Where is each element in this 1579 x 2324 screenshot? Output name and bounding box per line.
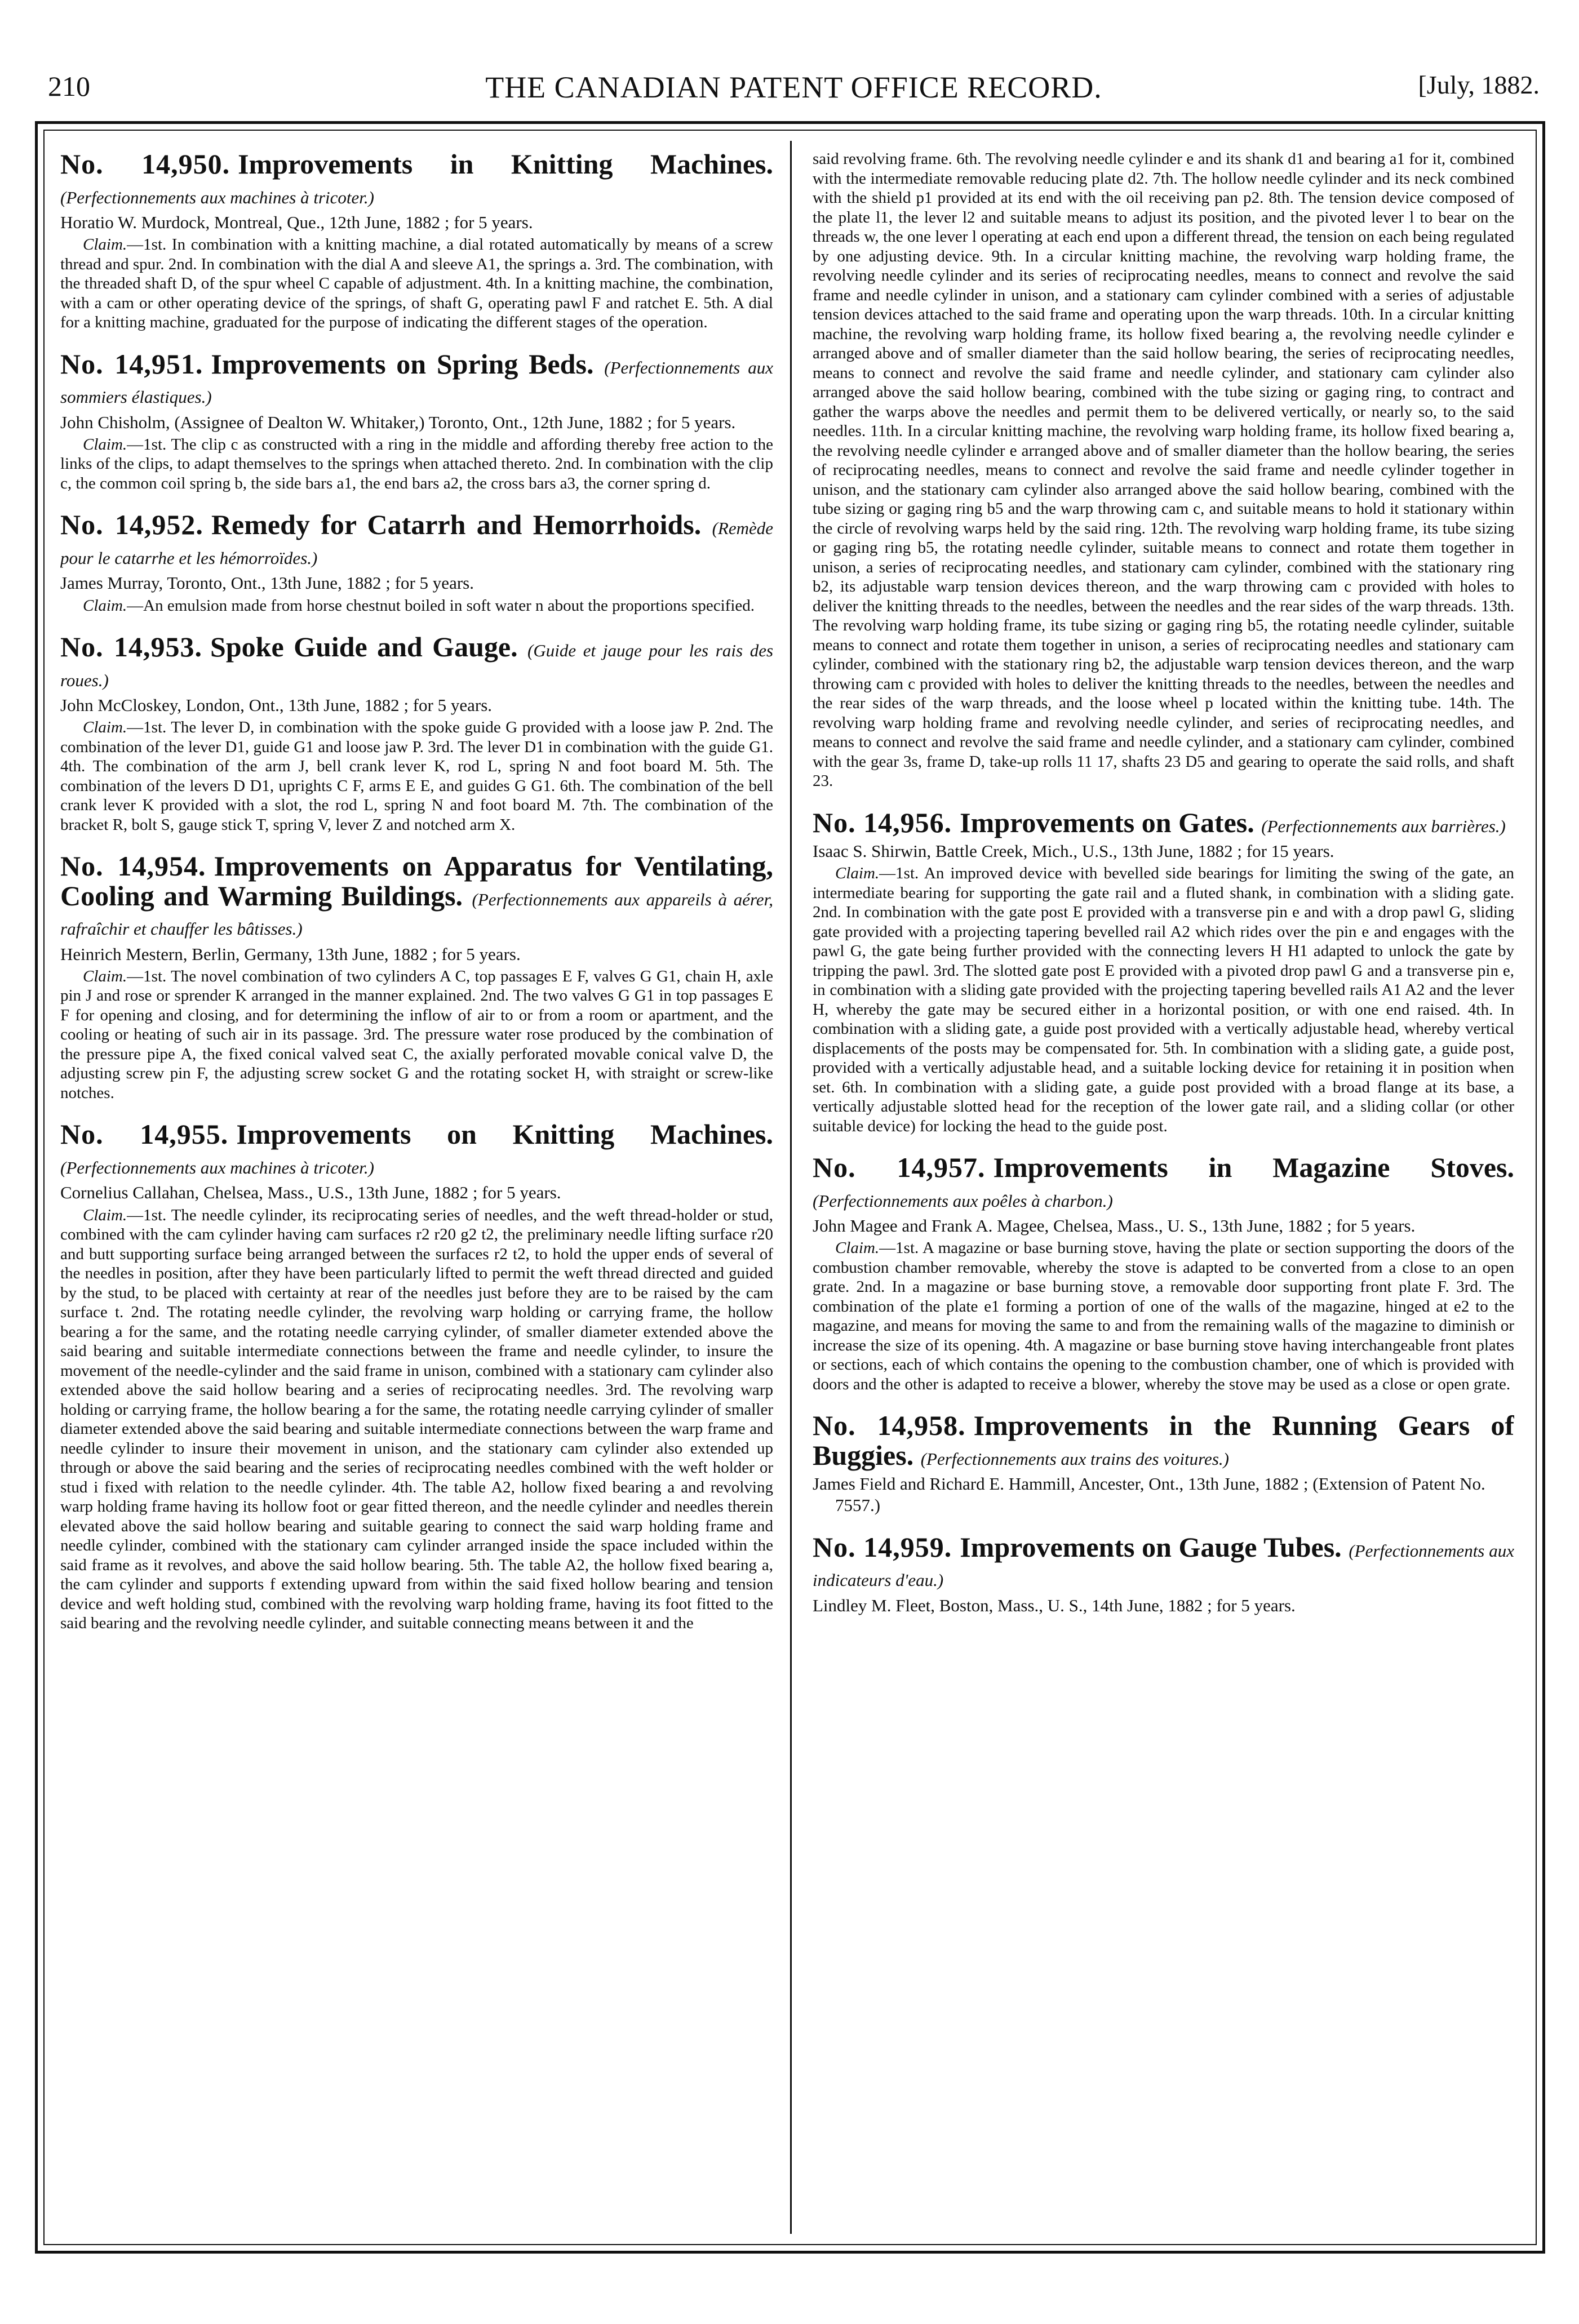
patent-number: No. 14,958. <box>813 1410 966 1442</box>
claim-text: —1st. The novel combination of two cylinders A C, top passages E F, valves G G1, chain H, axle pin J and rose or sprender K arranged in the manner explained. 2nd. The two valves G G1 in top passages E F for opening and closing, and for determining the inflow of air to or from a room or apartment, and the cooling or heating of such air in its passage. 3rd. The pressure water rose produced by the combination of the pressure pipe A, the fixed conical valved seat C, the axially perforated movable conical valve D, the adjusting screw pin F, the adjusting screw socket G and the rotating socket H, with straight or screw-like notches. <box>60 967 773 1102</box>
patent-heading <box>60 349 773 408</box>
patent-title: Improvements on Gates. <box>960 806 1254 838</box>
patent-inventor: Isaac S. Shirwin, Battle Creek, Mich., U.S., 13th June, 1882 ; for 15 years. <box>813 841 1334 861</box>
patent-inventor: John Magee and Frank A. Magee, Chelsea, Mass., U. S., 13th June, 1882 ; for 5 years. <box>813 1216 1416 1236</box>
patent-number: No. 14,955. <box>60 1118 229 1150</box>
publication-title: THE CANADIAN PATENT OFFICE RECORD. <box>485 70 1102 104</box>
patent-number: No. 14,954. <box>60 850 206 882</box>
left-column <box>60 149 773 2234</box>
patent-claim <box>813 1238 1514 1394</box>
claim-label: Claim. <box>835 1239 880 1257</box>
patent-inventor: James Field and Richard E. Hammill, Ancester, Ont., 13th June, 1882 ; (Extension of Patent No. 7557.) <box>813 1474 1485 1515</box>
patent-title: Improvements on Apparatus for Ventilating, Cooling and Warming Buildings. <box>60 850 773 912</box>
patent-french-title: (Perfectionnements aux trains des voitures.) <box>920 1448 1229 1469</box>
patent-heading <box>60 510 773 569</box>
patent-number: No. 14,953. <box>60 631 203 663</box>
patent-title: Improvements in Magazine Stoves. <box>993 1152 1514 1184</box>
patent-entry <box>60 510 773 615</box>
claim-label: Claim. <box>83 1206 127 1224</box>
claim-text: —1st. An improved device with bevelled side bearings for limiting the swing of the gate, an intermediate bearing for supporting the gate rail and a fluted shank, in combination with a sliding gate. 2nd. In combination with the gate post E provided with a transverse pin e and with a drop pawl G, sliding gate provided with a projecting tapering bevelled rail A2 which rides over the pin e and engages with the pawl G, the gate being further provided with the connecting levers H H1 adapted to unlock the gate by tripping the pawl. 3rd. The slotted gate post E provided with a pivoted drop pawl G and a transverse pin e, in combination with a sliding gate provided with the projecting tapering bevelled rails A1 A2 and the lever H, whereby the gate may be secured either in a horizontal position, or with one end raised. 4th. In combination with a sliding gate, a guide post provided with a vertically adjustable head, whereby vertical displacements of the posts may be compensated for. 5th. In combination with a sliding gate, a guide post, provided with a vertically adjustable head, and a suitable locking device for retaining it in position when set. 6th. In combination with a sliding gate, a guide post provided with a broad flange at its base, a vertically adjustable slotted head for the reception of the lower gate rail, and a sliding collar (or other suitable device) for locking the head to the guide post. <box>813 864 1514 1135</box>
continued-claim-text: said revolving frame. 6th. The revolving needle cylinder e and its shank d1 and bearing a1 for it, combined with the intermediate removable reducing plate d2. 7th. The hollow needle cylinder and its neck combined with the shield p1 provided at its end with the oil receiving pan p2. 8th. The tension device composed of the plate l1, the lever l2 and suitable means to adjust its position, and the pivoted lever l to bear on the threads w, the one lever l operating at each end upon a different thread, the tension on each being regulated by one adjusting device. 9th. In a circular knitting machine, the revolving warp holding frame, the revolving needle cylinder and its series of reciprocating needles, means to connect and revolve the said frame and needle cylinder in unison, and a stationary cam cylinder combined with a series of adjustable tension devices attached to the said frame and operating upon the warp threads. 10th. In a circular knitting machine, the revolving warp holding frame, its hollow fixed bearing a, the revolving needle cylinder e arranged above and of smaller diameter than the said hollow bearing, the series of reciprocating needles, means to connect and revolve the said frame and needle cylinder, and stationary cam cylinder also arranged above the said hollow bearing, combined with the tube sizing or gaging ring, to contract and gather the warps above the needles and permit them to be delivered vertically, or nearly so, to the said needles. 11th. In a circular knitting machine, the revolving warp holding frame, its hollow fixed bearing a, the revolving needle cylinder e arranged above and of smaller diameter than the hollow bearing, the series of reciprocating needles, means to connect and revolve the said frame and needle cylinder together in unison, and the stationary cam cylinder also arranged above the said hollow bearing, combined with the tube sizing or gaging ring b5 and the warp throwing cam c, and suitable means to hold it stationary within the circle of revolving warps held by the said ring. 12th. The revolving warp holding frame, its tube sizing or gaging ring b5, the rotating needle cylinder, suitable means to connect and rotate them together in unison, a series of reciprocating needles, and stationary cam cylinder, combined with the stationary ring b2, its adjustable warp tension devices thereon, and the warp throwing cam c provided with holes to deliver the knitting threads to the needles, between the needles and the rear sides of the warp threads. 13th. The revolving warp holding frame, its tube sizing or gaging ring b5, the rotating needle cylinder, suitable means to connect and rotate them together in unison, a series of reciprocating needles and stationary cam cylinder, combined with the stationary ring b2, the adjustable warp tension devices thereon, and the warp throwing cam c provided with holes to deliver the knitting threads to the needles, between the needles and the rear sides of the warp threads, and the loose wheel p located within the knitting tube. 14th. The revolving warp holding frame and revolving needle cylinder, and series of reciprocating needles, and means to connect and revolve the said frame and needle cylinder, and a stationary cam cylinder, combined with the gear 3s, frame D, take-up rolls 11 17, shafts 23 D5 and gearing to operate the said rolls, and shaft 23. <box>813 150 1514 790</box>
patent-heading <box>60 1119 773 1179</box>
patent-claim <box>60 435 773 494</box>
patent-french-title: (Perfectionnements aux machines à tricoter.) <box>60 1157 374 1177</box>
patent-heading <box>813 1153 1514 1212</box>
page-number: 210 <box>48 70 90 102</box>
patent-french-title: (Perfectionnements aux poêles à charbon.) <box>813 1190 1113 1211</box>
page-frame <box>35 121 1545 2254</box>
patent-entry <box>60 349 773 494</box>
claim-label: Claim. <box>83 596 127 615</box>
patent-claim <box>60 718 773 834</box>
patent-entry <box>813 1153 1514 1394</box>
patent-french-title: (Perfectionnements aux indicateurs d'eau.) <box>813 1540 1514 1590</box>
patent-number: No. 14,959. <box>813 1531 952 1563</box>
patent-claim <box>60 596 773 616</box>
patent-heading <box>813 1411 1514 1470</box>
patent-title: Remedy for Catarrh and Hemorrhoids. <box>211 509 702 541</box>
patent-inventor: Lindley M. Fleet, Boston, Mass., U. S., 14th June, 1882 ; for 5 years. <box>813 1595 1296 1615</box>
claim-text: —1st. The clip c as constructed with a ring in the middle and affording thereby free action to the links of the clips, to adapt themselves to the springs when attached thereto. 2nd. In combination with the clip c, the common coil spring b, the side bars a1, the end bars a2, the cross bars a3, the corner spring d. <box>60 435 773 492</box>
patent-claim <box>813 864 1514 1136</box>
patent-title: Spoke Guide and Gauge. <box>210 631 518 663</box>
right-column <box>813 149 1514 2234</box>
claim-text: —1st. In combination with a knitting machine, a dial rotated automatically by means of a screw thread and spur. 2nd. In combination with the dial A and sleeve A1, the springs a. 3rd. The combination, with the threaded shaft D, of the spur wheel C capable of adjustment. 4th. In a knitting machine, the combination, with a cam or other operating device of the springs, of shaft G, operating pawl F and ratchet E. 5th. A dial for a knitting machine, graduated for the purpose of indicating the different stages of the operation. <box>60 235 773 332</box>
claim-label: Claim. <box>83 718 127 737</box>
patent-heading <box>60 149 773 208</box>
patent-inventor: Horatio W. Murdock, Montreal, Que., 12th June, 1882 ; for 5 years. <box>60 212 533 232</box>
patent-number: No. 14,957. <box>813 1152 986 1184</box>
patent-inventor: John Chisholm, (Assignee of Dealton W. Whitaker,) Toronto, Ont., 12th June, 1882 ; for 5 years. <box>60 412 736 432</box>
patent-french-title: (Guide et jauge pour les rais des roues.) <box>60 641 773 690</box>
patent-heading <box>813 1532 1514 1592</box>
patent-inventor: Heinrich Mestern, Berlin, Germany, 13th June, 1882 ; for 5 years. <box>60 944 521 964</box>
patent-claim <box>60 235 773 332</box>
patent-french-title: (Perfectionnements aux barrières.) <box>1261 816 1506 836</box>
patent-french-title: (Perfectionnements aux sommiers élastiques.) <box>60 357 773 407</box>
patent-claim <box>60 1206 773 1633</box>
patent-entry <box>60 851 773 1103</box>
patent-title: Improvements in Knitting Machines. <box>238 149 773 180</box>
patent-title: Improvements on Gauge Tubes. <box>960 1531 1342 1563</box>
patent-entry <box>60 1119 773 1633</box>
patent-number: No. 14,952. <box>60 509 203 541</box>
patent-inventor: James Murray, Toronto, Ont., 13th June, 1882 ; for 5 years. <box>60 573 474 593</box>
claim-label: Claim. <box>835 864 880 883</box>
patent-number: No. 14,950. <box>60 149 230 180</box>
patent-inventor: John McCloskey, London, Ont., 13th June, 1882 ; for 5 years. <box>60 695 493 716</box>
page-header <box>48 66 1540 112</box>
patent-claim <box>60 967 773 1103</box>
patent-title: Improvements in the Running Gears of Buggies. <box>813 1410 1514 1471</box>
patent-entry <box>813 1532 1514 1616</box>
patent-french-title: (Remède pour le catarrhe et les hémorroïdes.) <box>60 518 773 568</box>
claim-label: Claim. <box>83 435 127 454</box>
patent-entry <box>60 149 773 332</box>
claim-label: Claim. <box>83 967 127 985</box>
claim-text: —1st. The lever D, in combination with the spoke guide G provided with a loose jaw P. 2nd. The combination of the lever D1, guide G1 and loose jaw P. 3rd. The lever D1 in combination with the guide G1. 4th. The combination of the arm J, bell crank lever K, rod L, spring N and foot board M. 5th. The combination of the levers D D1, uprights C F, arms E E, and guides G G1. 6th. The combination of the bell crank lever K provided with a slot, the rod L, spring N and foot board M. 7th. The combination of the bracket R, bolt S, gauge stick T, spring V, lever Z and notched arm X. <box>60 718 773 834</box>
patent-title: Improvements on Spring Beds. <box>211 348 594 380</box>
issue-date: [July, 1882. <box>1418 70 1540 99</box>
patent-french-title: (Perfectionnements aux machines à tricoter.) <box>60 187 374 207</box>
patent-number: No. 14,956. <box>813 806 952 838</box>
patent-entry <box>813 1411 1514 1515</box>
claim-text: —An emulsion made from horse chestnut boiled in soft water n about the proportions specified. <box>127 596 755 615</box>
claim-label: Claim. <box>83 235 127 254</box>
patent-number: No. 14,951. <box>60 348 203 380</box>
claim-text: —1st. A magazine or base burning stove, having the plate or section supporting the doors of the combustion chamber removable, whereby the stove is adapted to be converted from a close to an open grate. 2nd. In a magazine or base burning stove, a removable door supporting front plate F. 3rd. The combination of the plate e1 forming a portion of one of the walls of the magazine, hinged at e2 to the magazine, and means for moving the same to and from the remaining walls of the magazine to diminish or increase the size of its opening. 4th. A magazine or base burning stove having interchangeable front plates or sections, each of which contains the opening to the combustion chamber, one of which is provided with doors and the other is adapted to receive a blower, whereby the stove may be used as a close or open grate. <box>813 1239 1514 1393</box>
patent-entry <box>813 808 1514 1136</box>
patent-heading <box>60 632 773 691</box>
patent-entry <box>60 632 773 834</box>
patent-title: Improvements on Knitting Machines. <box>236 1118 773 1150</box>
patent-french-title: (Perfectionnements aux appareils à aérer, rafraîchir et chauffer les bâtisses.) <box>60 889 773 939</box>
claim-text: —1st. The needle cylinder, its reciprocating series of needles, and the weft thread-holder or stud, combined with the cam cylinder having cam surfaces r2 r20 g2 t2, the preliminary needle lifting surface r20 and butt supporting surface being arranged between the surfaces r2 t2, to hold the upper ends of several of the needles in position, after they have been particularly lifted to permit the weft thread directed and guided by the stud, to be placed with certainty at rear of the needles just before they are to be raised by the cam surface t. 2nd. The rotating needle cylinder, the revolving warp holding or carrying frame, the hollow bearing a for the same, and the rotating needle carrying cylinder, of smaller diameter extended above the said bearing and suitable intermediate connections between the frame and needle cylinder, to insure the movement of the needle-cylinder and the said frame in unison, combined with a stationary cam cylinder also extended above the said hollow bearing and a series of reciprocating needles. 3rd. The revolving warp holding or carrying frame, the hollow bearing a for the same, the rotating needle carrying cylinder of smaller diameter extended above the said bearing and suitable intermediate connections between the warp frame and needle cylinder to insure their movement in unison, and the stationary cam cylinder also extended up through or above the said bearing and the series of reciprocating needles combined with the weft holder or stud i fixed with relation to the needle cylinder. 4th. The table A2, hollow fixed bearing a and revolving warp holding frame having its hollow foot or gear fitted thereon, and the needle cylinder and needles therein elevated above the said hollow bearing and suitable gearing to connect the said warp holding frame and needle cylinder, combined with the stationary cam cylinder arranged inside the space included within the said frame as it revolves, and above the said hollow bearing. 5th. The table A2, the hollow fixed bearing a, the cam cylinder and supports f extending upward from within the said fixed hollow bearing and tension device and weft holding stud, combined with the revolving warp holding frame, having its foot fitted to the said bearing and the revolving needle cylinder, and suitable connecting means between it and the <box>60 1206 773 1633</box>
patent-heading <box>60 851 773 940</box>
patent-heading <box>813 808 1514 838</box>
patent-inventor: Cornelius Callahan, Chelsea, Mass., U.S., 13th June, 1882 ; for 5 years. <box>60 1183 561 1203</box>
column-divider <box>790 141 792 2234</box>
